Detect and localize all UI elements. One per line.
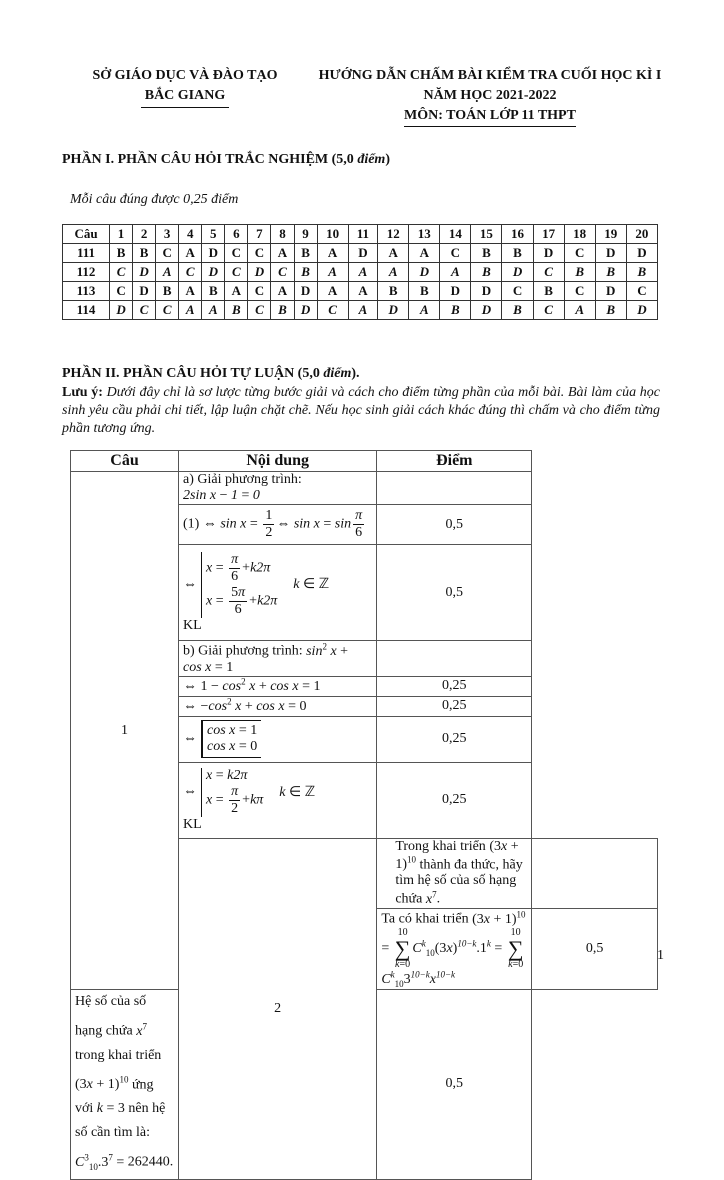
question-number-cell: 19 <box>595 225 626 244</box>
score-q1b-4: 0,25 <box>377 762 532 838</box>
question-number-cell: 8 <box>271 225 294 244</box>
question-number-cell: 6 <box>225 225 248 244</box>
answer-cell: A <box>317 244 348 263</box>
q1a-equation: 2sin x − 1 = 0 <box>183 488 260 503</box>
score-q1b-2: 0,25 <box>377 696 532 716</box>
department-header <box>70 66 300 108</box>
question-1-number: 1 <box>71 472 179 990</box>
answer-cell: C <box>502 282 533 301</box>
q1a-title: a) Giải phương trình: 2sin x − 1 = 0 <box>179 472 377 505</box>
answer-cell: A <box>271 244 294 263</box>
score-q1b-3: 0,25 <box>377 716 532 762</box>
answer-cell: B <box>471 244 502 263</box>
score-q1a-2: 0,5 <box>377 545 532 641</box>
score-q1a-1: 0,5 <box>377 505 532 545</box>
answer-cell: C <box>440 244 471 263</box>
answer-cell: D <box>626 301 657 320</box>
question-number-cell: 9 <box>294 225 317 244</box>
question-number-cell: 14 <box>440 225 471 244</box>
question-number-cell: 17 <box>533 225 564 244</box>
answer-cell: A <box>179 282 202 301</box>
answer-cell: B <box>294 244 317 263</box>
answer-cell: A <box>271 282 294 301</box>
answer-cell: D <box>378 301 409 320</box>
part2-note <box>62 384 660 438</box>
answer-cell: C <box>626 282 657 301</box>
answer-cell: B <box>156 282 179 301</box>
answer-cell: B <box>626 263 657 282</box>
question-number-cell: 5 <box>202 225 225 244</box>
answer-cell: C <box>248 301 271 320</box>
note-label: Lưu ý: <box>62 385 103 400</box>
answer-cell: B <box>378 282 409 301</box>
answer-cell: C <box>110 282 133 301</box>
q1b-step1: ⇔ $1 - \cos^2 x + \cos x = 1$ <box>179 676 377 696</box>
answer-cell: C <box>317 301 348 320</box>
answer-cell: B <box>409 282 440 301</box>
exam-code-cell: 111 <box>63 244 110 263</box>
answer-cell: A <box>179 301 202 320</box>
exam-code-cell: 113 <box>63 282 110 301</box>
answer-cell: A <box>378 263 409 282</box>
page-number: 1 <box>657 948 664 963</box>
q1b-step3: ⇔ cos x = 1 cos x = 0 <box>179 716 377 762</box>
answer-cell: D <box>595 282 626 301</box>
q1b-step2: ⇔ $-\cos^2$ x + cos x = 0 <box>179 696 377 716</box>
answer-cell: C <box>156 244 179 263</box>
answer-cell: C <box>179 263 202 282</box>
part1-title: PHẦN I. PHẦN CÂU HỎI TRẮC NGHIỆM (5,0 điểm) <box>62 152 390 167</box>
exam-code-cell: 112 <box>63 263 110 282</box>
answer-cell: D <box>202 244 225 263</box>
question-number-cell: 12 <box>378 225 409 244</box>
exam-code-cell: 114 <box>63 301 110 320</box>
answer-cell: A <box>317 263 348 282</box>
answer-cell: B <box>133 244 156 263</box>
answer-cell: D <box>502 263 533 282</box>
question-number-cell: 20 <box>626 225 657 244</box>
province-name: BẮC GIANG <box>141 86 230 108</box>
answer-cell: B <box>471 263 502 282</box>
q2-result: 262440 <box>127 1155 170 1171</box>
question-number-cell: 7 <box>248 225 271 244</box>
answer-cell: D <box>471 301 502 320</box>
answer-cell: B <box>502 301 533 320</box>
answer-cell: C <box>271 263 294 282</box>
answer-cell: A <box>225 282 248 301</box>
question-number-cell: 1 <box>110 225 133 244</box>
answer-cell: A <box>564 301 595 320</box>
answer-cell: D <box>133 282 156 301</box>
answer-cell: B <box>533 282 564 301</box>
answer-cell: A <box>409 244 440 263</box>
question-number-cell: 11 <box>348 225 378 244</box>
col-header-cau: Câu <box>71 451 179 472</box>
q1a-step2: ⇔ x = $\frac{\pi}{6}$ +k2π x = $\frac{5\pi}{6}$ +k2π k ∈ ℤ KL <box>179 545 377 641</box>
answer-cell: A <box>440 263 471 282</box>
answer-cell: B <box>595 263 626 282</box>
answer-cell: C <box>133 301 156 320</box>
answer-cell: B <box>110 244 133 263</box>
question-number-cell: 2 <box>133 225 156 244</box>
school-year: NĂM HỌC 2021-2022 <box>423 88 557 103</box>
answer-cell: D <box>248 263 271 282</box>
answer-cell: D <box>294 301 317 320</box>
answer-cell: D <box>294 282 317 301</box>
answer-cell: D <box>440 282 471 301</box>
answer-row <box>63 301 658 320</box>
question-number-cell: 4 <box>179 225 202 244</box>
answer-cell: C <box>564 244 595 263</box>
answer-cell: A <box>378 244 409 263</box>
document-header <box>300 66 680 127</box>
answer-cell: D <box>409 263 440 282</box>
answer-cell: B <box>271 301 294 320</box>
document-title: HƯỚNG DẪN CHẤM BÀI KIỂM TRA CUỐI HỌC KÌ I <box>318 68 662 83</box>
answer-cell: C <box>248 244 271 263</box>
answer-cell: A <box>202 301 225 320</box>
answer-cell: B <box>202 282 225 301</box>
answer-cell: C <box>533 263 564 282</box>
answer-cell: D <box>348 244 378 263</box>
answer-cell: B <box>294 263 317 282</box>
q2-coefficient: Hệ số của số hạng chứa $x^7$ trong khai triển $(3x + 1)^{10}$ ứng với k = 3 nên hệ số cần tìm là: $C^3_{10}.3^7 = 262440$. <box>71 990 179 1180</box>
answer-cell: B <box>440 301 471 320</box>
answer-key-table <box>62 224 658 320</box>
answer-row <box>63 263 658 282</box>
question-2-number: 2 <box>179 838 377 1179</box>
q2-prompt: Trong khai triển $(3x + 1)^{10}$ thành đa thức, hãy tìm hệ số của số hạng chứa $x^7$. <box>377 838 532 908</box>
q2-expansion: Ta có khai triển $(3x + 1)^{10}$ = 10 ∑ k=0 $C^k_{10}(3x)^{10-k}.1^k$ = 10 ∑ k=0 $C^k_{10}3^{10-k}x^{10-k}$ <box>377 908 532 989</box>
subject-line: MÔN: TOÁN LỚP 11 THPT <box>404 106 576 127</box>
question-number-cell: 3 <box>156 225 179 244</box>
question-number-cell: 18 <box>564 225 595 244</box>
score-q2-1: 0,5 <box>532 908 658 989</box>
answer-header-label: Câu <box>63 225 110 244</box>
answer-cell: D <box>133 263 156 282</box>
question-number-cell: 10 <box>317 225 348 244</box>
answer-row <box>63 244 658 263</box>
answer-cell: D <box>110 301 133 320</box>
answer-cell: C <box>110 263 133 282</box>
answer-cell: C <box>225 244 248 263</box>
answer-cell: D <box>202 263 225 282</box>
q1a-step1: (1) ⇔ sin x = $\frac{1}{2}$ ⇔ sin x = sin $\frac{\pi}{6}$ <box>179 505 377 545</box>
answer-cell: A <box>156 263 179 282</box>
answer-cell: C <box>225 263 248 282</box>
q1b-step4: ⇔ x = k2π x = $\frac{\pi}{2}$ +kπ k ∈ ℤ KL <box>179 762 377 838</box>
answer-cell: B <box>225 301 248 320</box>
note-text: Dưới đây chỉ là sơ lược từng bước giải và cách cho điểm từng phần của mỗi bài. Bài làm của học sinh yêu cầu phải chi tiết, lập luận chặt chẽ. Nếu học sinh giải cách khác đúng thì chấm và cho điểm từng phần tương ứng. <box>62 385 661 436</box>
answer-cell: A <box>179 244 202 263</box>
answer-cell: B <box>595 301 626 320</box>
answer-cell: A <box>348 301 378 320</box>
part1-note: Mỗi câu đúng được 0,25 điểm <box>70 192 239 207</box>
answer-cell: C <box>248 282 271 301</box>
question-number-cell: 15 <box>471 225 502 244</box>
answer-cell: D <box>471 282 502 301</box>
question-number-cell: 13 <box>409 225 440 244</box>
grading-table <box>70 450 658 1180</box>
answer-cell: C <box>533 301 564 320</box>
answer-cell: C <box>156 301 179 320</box>
score-q2-2: 0,5 <box>377 990 532 1180</box>
answer-cell: A <box>317 282 348 301</box>
answer-row <box>63 282 658 301</box>
q1b-equation: $\sin^2 x + \cos x = 1$ <box>183 641 349 675</box>
score-q1b-1: 0,25 <box>377 676 532 696</box>
answer-cell: A <box>348 263 378 282</box>
answer-cell: A <box>348 282 378 301</box>
answer-cell: D <box>533 244 564 263</box>
answer-cell: C <box>564 282 595 301</box>
part2-title: PHẦN II. PHẦN CÂU HỎI TỰ LUẬN (5,0 điểm). <box>62 366 360 381</box>
answer-cell: B <box>502 244 533 263</box>
question-number-cell: 16 <box>502 225 533 244</box>
answer-cell: B <box>564 263 595 282</box>
answer-cell: D <box>626 244 657 263</box>
answer-cell: A <box>409 301 440 320</box>
col-header-noidung: Nội dung <box>179 451 377 472</box>
col-header-diem: Điểm <box>377 451 532 472</box>
department-name: SỞ GIÁO DỤC VÀ ĐÀO TẠO <box>92 68 278 83</box>
answer-cell: D <box>595 244 626 263</box>
q1b-title: b) Giải phương trình: $\sin^2 x + \cos x = 1$ <box>179 641 377 677</box>
